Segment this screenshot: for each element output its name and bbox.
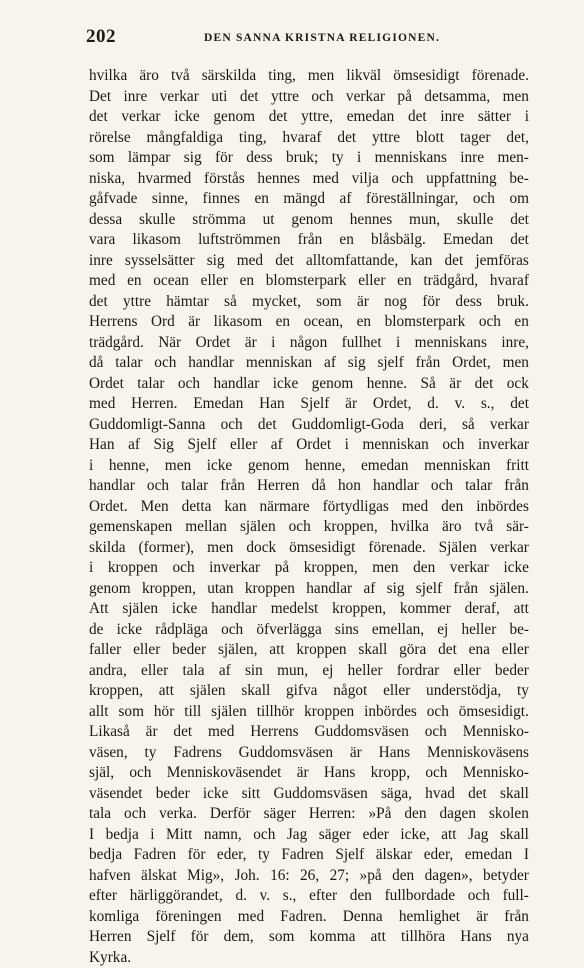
text-line: inre sysselsätter sig med det alltomfattande, kan det jemföras bbox=[89, 251, 529, 272]
text-line: Han af Sig Sjelf eller af Ordet i menniskan och inverkar bbox=[89, 435, 529, 456]
text-line: gåfvade sinne, finnes en mängd af föreställningar, och om bbox=[89, 189, 529, 210]
text-line: då talar och handlar menniskan af sig sjelf från Ordet, men bbox=[89, 353, 529, 374]
body-text bbox=[89, 66, 529, 968]
text-line: trädgård. När Ordet är i någon fullhet i menniskans inre, bbox=[89, 333, 529, 354]
text-line: faller eller beder själen, att kroppen skall göra det ena eller bbox=[89, 640, 529, 661]
text-line: niska, hvarmed förstås hennes med vilja och uppfattning be- bbox=[89, 169, 529, 190]
text-line: tala och verka. Derför säger Herren: »På den dagen skolen bbox=[89, 804, 529, 825]
text-line: vara likasom luftströmmen från en blåsbälg. Emedan det bbox=[89, 230, 529, 251]
text-line: rörelse mångfaldiga ting, hvaraf det yttre blott tager det, bbox=[89, 128, 529, 149]
text-line: skilda (former), men dock ömsesidigt förenade. Själen verkar bbox=[89, 538, 529, 559]
text-line: hafven älskat Mig», Joh. 16: 26, 27; »på den dagen», betyder bbox=[89, 866, 529, 887]
text-line: Att själen icke handlar medelst kroppen, kommer deraf, att bbox=[89, 599, 529, 620]
text-line: bedja Fadren för eder, ty Fadren Sjelf älskar eder, emedan I bbox=[89, 845, 529, 866]
text-line: Det inre verkar uti det yttre och verkar på detsamma, men bbox=[89, 87, 529, 108]
text-line: med en ocean eller en blomsterpark eller en trädgård, hvaraf bbox=[89, 271, 529, 292]
text-line: efter härliggörandet, d. v. s., efter den fullbordade och full- bbox=[89, 886, 529, 907]
text-line: väsendet beder icke sitt Guddomsväsen säga, hvad det skall bbox=[89, 784, 529, 805]
text-line: Ordet talar och handlar icke genom henne. Så är det ock bbox=[89, 374, 529, 395]
running-head: DEN SANNA KRISTNA RELIGIONEN. bbox=[204, 32, 440, 44]
text-line: i henne, men icke genom henne, emedan menniskan fritt bbox=[89, 456, 529, 477]
text-line: andra, eller tala af sin mun, ej heller fordrar eller beder bbox=[89, 661, 529, 682]
text-line: de icke rådpläga och öfverlägga sins emellan, ej heller be- bbox=[89, 620, 529, 641]
text-line: Ordet. Men detta kan närmare förtydligas med den inbördes bbox=[89, 497, 529, 518]
text-line: det yttre hämtar så mycket, som är nog för dess bruk. bbox=[89, 292, 529, 313]
text-line: det verkar icke genom det yttre, emedan det inre sätter i bbox=[89, 107, 529, 128]
text-line: komliga föreningen med Fadren. Denna hemlighet är från bbox=[89, 907, 529, 928]
text-line: Herrens Ord är likasom en ocean, en blomsterpark och en bbox=[89, 312, 529, 333]
page-header bbox=[86, 26, 526, 50]
page-number: 202 bbox=[86, 26, 116, 48]
text-line: som lämpar sig för dess bruk; ty i menniskans inre men- bbox=[89, 148, 529, 169]
text-line: Likaså är det med Herrens Guddomsväsen och Mennisko- bbox=[89, 722, 529, 743]
text-line: väsen, ty Fadrens Guddomsväsen är Hans Menniskoväsens bbox=[89, 743, 529, 764]
text-line: med Herren. Emedan Han Sjelf är Ordet, d. v. s., det bbox=[89, 394, 529, 415]
text-line: kroppen, att själen skall gifva något eller understödja, ty bbox=[89, 681, 529, 702]
text-line: själ, och Menniskoväsendet är Hans kropp, och Mennisko- bbox=[89, 763, 529, 784]
text-line: handlar och talar från Herren då hon handlar och talar från bbox=[89, 476, 529, 497]
text-line: Guddomligt-Sanna och det Guddomligt-Goda deri, så verkar bbox=[89, 415, 529, 436]
text-line: hvilka äro två särskilda ting, men likväl ömsesidigt förenade. bbox=[89, 66, 529, 87]
text-line: allt som hör till själen tillhör kroppen inbördes och ömsesidigt. bbox=[89, 702, 529, 723]
text-line: dessa skulle strömma ut genom hennes mun, skulle det bbox=[89, 210, 529, 231]
text-line: Herren Sjelf för dem, som komma att tillhöra Hans nya bbox=[89, 927, 529, 948]
text-line: genom kroppen, utan kroppen handlar af sig sjelf från själen. bbox=[89, 579, 529, 600]
text-line: Kyrka. bbox=[89, 948, 529, 968]
text-line: I bedja i Mitt namn, och Jag säger eder icke, att Jag skall bbox=[89, 825, 529, 846]
text-line: gemenskapen mellan själen och kroppen, hvilka äro två sär- bbox=[89, 517, 529, 538]
text-line: i kroppen och inverkar på kroppen, men den verkar icke bbox=[89, 558, 529, 579]
